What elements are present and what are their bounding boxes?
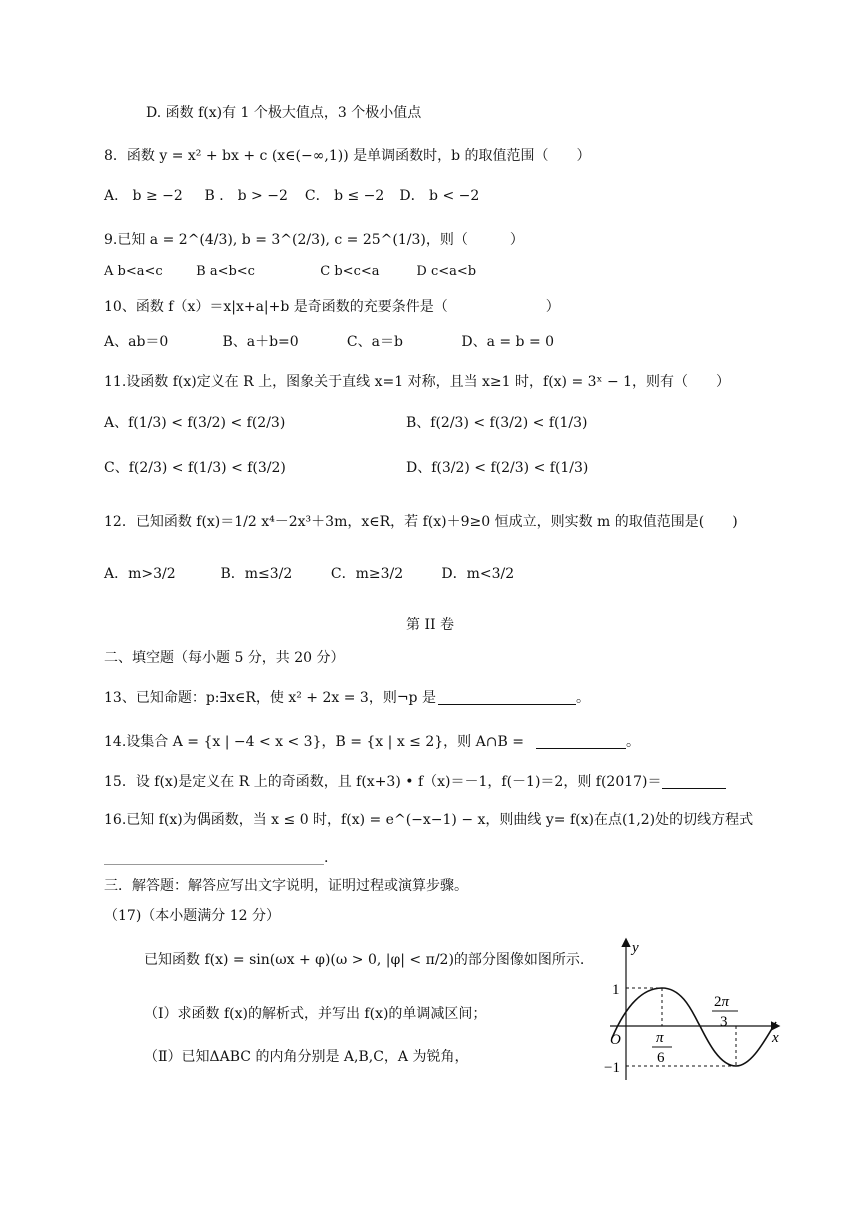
q11-option-c: C、f(2/3) < f(1/3) < f(3/2) xyxy=(104,460,286,476)
svg-text:3: 3 xyxy=(720,1014,728,1030)
sine-graph xyxy=(600,930,800,1090)
origin-label: O xyxy=(610,1032,621,1048)
q8-options xyxy=(104,186,479,206)
q12-option-d: D．m<3/2 xyxy=(441,566,515,582)
section-2-title: 第 II 卷 xyxy=(406,617,454,633)
sine-curve-path xyxy=(612,988,776,1066)
q9-stem: 9.已知 a = 2^(4/3), b = 3^(2/3), c = 25^(1/3)，则（ ） xyxy=(104,232,524,248)
q10-option-a: A、ab＝0 xyxy=(104,334,169,350)
q12-option-c: C．m≥3/2 xyxy=(330,566,404,582)
q13-answer-blank[interactable] xyxy=(438,690,576,705)
q12-options xyxy=(104,564,514,584)
q14-answer-blank[interactable] xyxy=(536,734,626,749)
tick-pi-6 xyxy=(652,1030,672,1066)
q10-options xyxy=(104,332,554,352)
q9-option-c: C b<c<a xyxy=(320,264,380,279)
solve-heading: 三．解答题：解答应写出文字说明，证明过程或演算步骤。 xyxy=(104,878,468,894)
q7-option-d: D. 函数 f(x)有 1 个极大值点，3 个极小值点 xyxy=(146,105,422,121)
q17-part-1: （Ⅰ）求函数 f(x)的解析式，并写出 f(x)的单调减区间； xyxy=(144,1006,487,1022)
q9-option-d: D c<a<b xyxy=(416,264,477,279)
q8-option-d: D． b < −2 xyxy=(399,188,480,204)
svg-text:6: 6 xyxy=(657,1050,665,1066)
q12-option-b: B．m≤3/2 xyxy=(220,566,293,582)
q8-option-b: B ． b > −2 xyxy=(204,188,288,204)
q11-stem: 11.设函数 f(x)定义在 R 上，图象关于直线 x=1 对称，且当 x≥1 时，f(x) = 3ˣ − 1，则有（ ） xyxy=(104,374,731,390)
q8-option-a: A． b ≥ −2 xyxy=(104,188,183,204)
q10-option-c: C、a＝b xyxy=(346,334,403,350)
svg-text:π: π xyxy=(656,1030,664,1046)
y-min-label: −1 xyxy=(604,1060,620,1076)
q12-stem: 12．已知函数 f(x)＝1/2 x⁴－2x³＋3m，x∈R，若 f(x)＋9≥0 恒成立，则实数 m 的取值范围是( ) xyxy=(104,514,738,530)
q12-option-a: A．m>3/2 xyxy=(104,566,176,582)
q15-line: 15．设 f(x)是定义在 R 上的奇函数，且 f(x+3) • f（x)＝－1，f(－1)＝2，则 f(2017)＝ xyxy=(104,772,726,792)
q16-blank-line: . xyxy=(104,848,328,868)
q11-option-b: B、f(2/3) < f(3/2) < f(1/3) xyxy=(406,415,588,431)
q9-options xyxy=(104,262,476,282)
fill-in-heading: 二、填空题（每小题 5 分，共 20 分） xyxy=(104,650,345,666)
q16-answer-blank[interactable] xyxy=(104,850,324,865)
q10-stem: 10、函数 f（x）＝x|x+a|+b 是奇函数的充要条件是（ ） xyxy=(104,299,560,315)
y-axis-label: y xyxy=(632,940,639,956)
q9-option-b: B a<b<c xyxy=(196,264,255,279)
q15-answer-blank[interactable] xyxy=(662,774,726,789)
q13-line: 13、已知命题：p:∃x∈R，使 x² + 2x = 3，则¬p 是 。 xyxy=(104,690,590,706)
q11-option-a: A、f(1/3) < f(3/2) < f(2/3) xyxy=(104,415,286,431)
q16-line: 16.已知 f(x)为偶函数，当 x ≤ 0 时，f(x) = e^(−x−1) − x，则曲线 y= f(x)在点(1,2)处的切线方程式 xyxy=(104,812,754,828)
q9-option-a: A b<a<c xyxy=(104,264,163,279)
tick-2pi-3 xyxy=(712,994,738,1030)
q10-option-b: B、a＋b=0 xyxy=(222,334,299,350)
x-axis-label: x xyxy=(772,1030,779,1046)
q10-option-d: D、a = b = 0 xyxy=(461,334,555,350)
q8-stem: 8．函数 y = x² + bx + c (x∈(−∞,1)) 是单调函数时，b 的取值范围（ ） xyxy=(104,148,591,164)
y-max-label: 1 xyxy=(612,982,620,998)
q17-stem: 已知函数 f(x) = sin(ωx + φ)(ω > 0, |φ| < π/2)的部分图像如图所示. xyxy=(144,952,585,968)
q17-header: （17)（本小题满分 12 分） xyxy=(104,908,280,924)
q11-option-d: D、f(3/2) < f(2/3) < f(1/3) xyxy=(406,460,589,476)
q8-option-c: C． b ≤ −2 xyxy=(304,188,385,204)
svg-text:2π: 2π xyxy=(714,994,730,1010)
q14-line: 14.设集合 A = {x | −4 < x < 3}，B = {x | x ≤ 2}，则 A∩B = 。 xyxy=(104,734,640,750)
q17-part-2: （Ⅱ）已知ΔABC 的内角分别是 A,B,C，A 为锐角， xyxy=(144,1049,469,1065)
